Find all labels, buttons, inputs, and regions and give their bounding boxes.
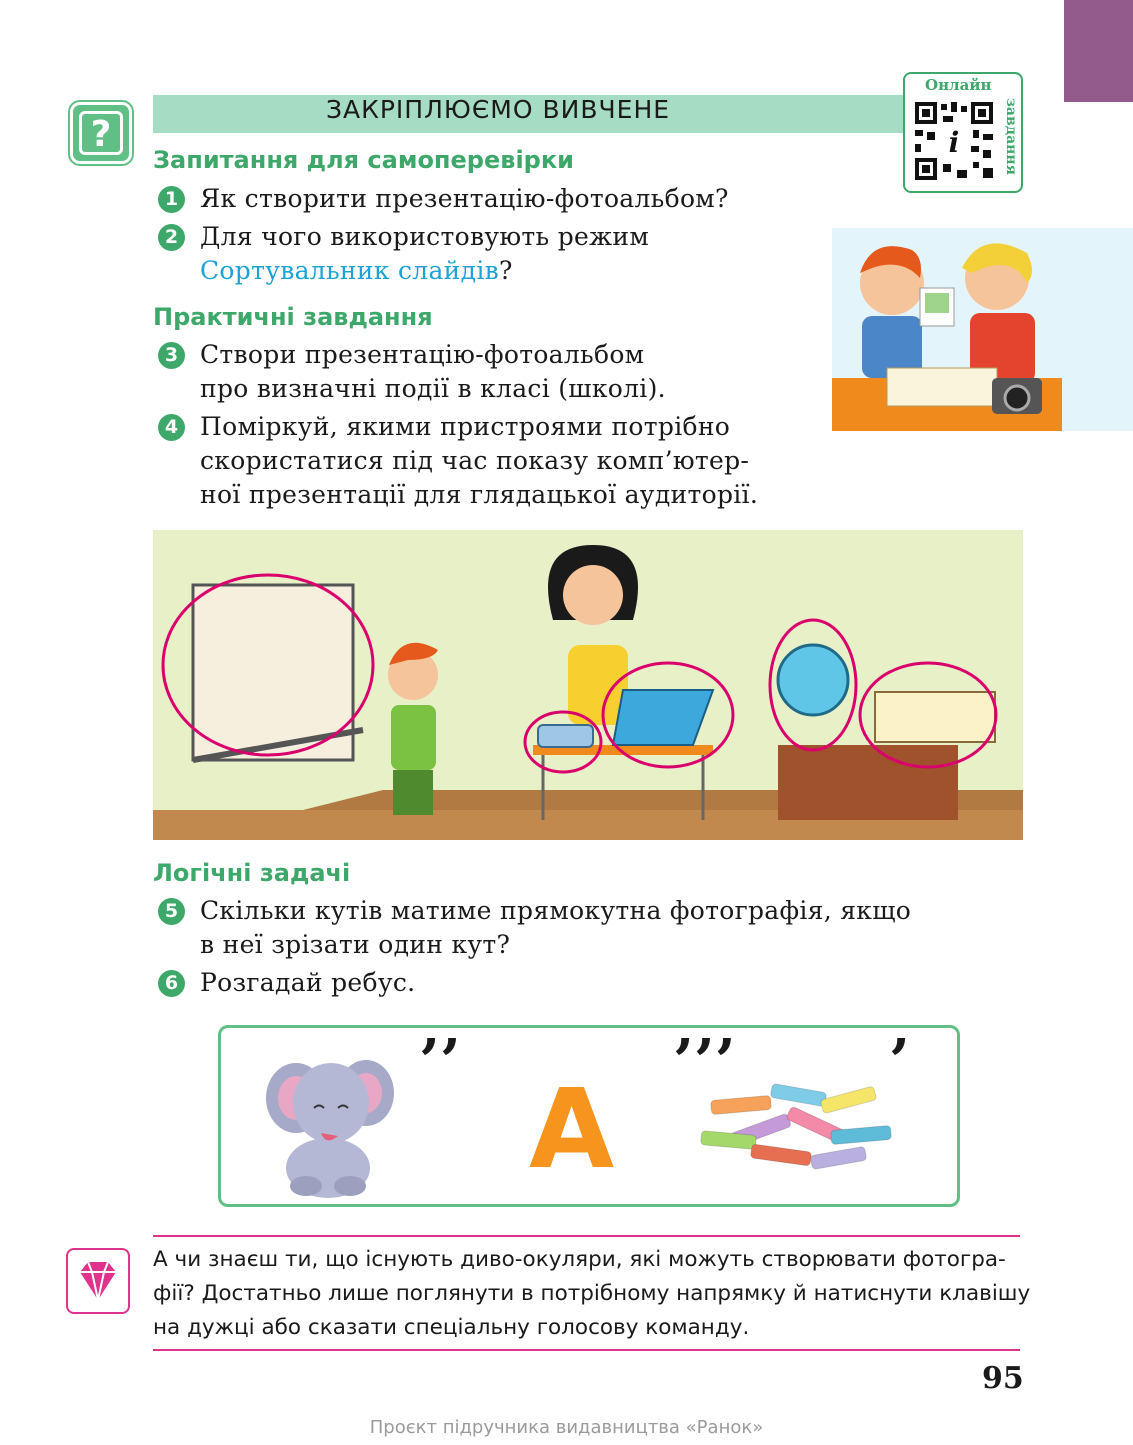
- chapter-tab: [1064, 0, 1133, 102]
- question-text: Для чого використовують режим: [200, 222, 650, 251]
- rebus-apostrophes-1: ’’: [419, 1027, 461, 1097]
- logic-heading: Логічні задачі: [153, 859, 351, 887]
- rebus-apostrophes-3: ’: [889, 1027, 910, 1097]
- self-check-heading: Запитання для самоперевірки: [153, 146, 574, 174]
- number-badge: 1: [158, 186, 185, 213]
- number-badge: 2: [158, 224, 185, 251]
- question-text: Як створити презентацію-фотоальбом?: [200, 184, 729, 213]
- number-badge: 3: [158, 342, 185, 369]
- qr-label-side: завдання: [1003, 98, 1019, 175]
- number-badge: 5: [158, 898, 185, 925]
- fact-bottom-rule: [153, 1349, 1020, 1351]
- task-text-line2: в неї зрізати один кут?: [200, 930, 511, 959]
- section-banner: [153, 95, 913, 133]
- rebus-box: [218, 1025, 960, 1207]
- qr-code-icon: [913, 100, 995, 182]
- fact-line-2: фії? Достатньо лише поглянути в потрібному напрямку й натиснути клавішу: [153, 1281, 1031, 1306]
- practical-heading: Практичні завдання: [153, 303, 433, 331]
- footer-note: Проєкт підручника видавництва «Ранок»: [369, 1417, 764, 1438]
- banner-title: ЗАКРІПЛЮЄМО ВИВЧЕНЕ: [325, 95, 671, 124]
- kids-photo-album-illustration: [832, 228, 1133, 431]
- fact-line-1: А чи знаєш ти, що існують диво-окуляри, які можуть створювати фотогра-: [153, 1247, 1006, 1272]
- fact-top-rule: [153, 1235, 1020, 1237]
- task-text: Скільки кутів матиме прямокутна фотографія, якщо: [200, 896, 912, 925]
- mode-name: Сортувальник слайдів: [200, 256, 500, 285]
- qr-label-top: Онлайн: [925, 76, 992, 94]
- fact-line-3: на дужці або сказати спеціальну голосову команду.: [153, 1315, 750, 1340]
- online-tasks-qr[interactable]: [903, 72, 1023, 193]
- svg-text:i: i: [948, 126, 960, 159]
- diamond-icon: [66, 1248, 130, 1314]
- elephant-icon: [266, 1038, 396, 1198]
- task-text-line2: скористатися під час показу комп’ютер-: [200, 446, 750, 475]
- chalk-icon: [691, 1073, 906, 1178]
- did-you-know-text: [153, 1243, 1031, 1345]
- number-badge: 6: [158, 970, 185, 997]
- classroom-devices-illustration: [153, 530, 1023, 840]
- task-text: Створи презентацію-фотоальбом: [200, 340, 645, 369]
- rebus-apostrophes-2: ’’’: [673, 1027, 736, 1097]
- number-badge: 4: [158, 414, 185, 441]
- rebus-letter: А: [529, 1065, 615, 1193]
- task-text: Поміркуй, якими пристроями потрібно: [200, 412, 731, 441]
- task-text-line3: ної презентації для глядацької аудиторії.: [200, 480, 759, 509]
- question-text-line2: Сортувальник слайдів?: [200, 256, 513, 285]
- page-number: 95: [982, 1361, 1024, 1396]
- question-icon: ?: [70, 102, 132, 164]
- task-text: Розгадай ребус.: [200, 968, 416, 997]
- task-text-line2: про визначні події в класі (школі).: [200, 374, 666, 403]
